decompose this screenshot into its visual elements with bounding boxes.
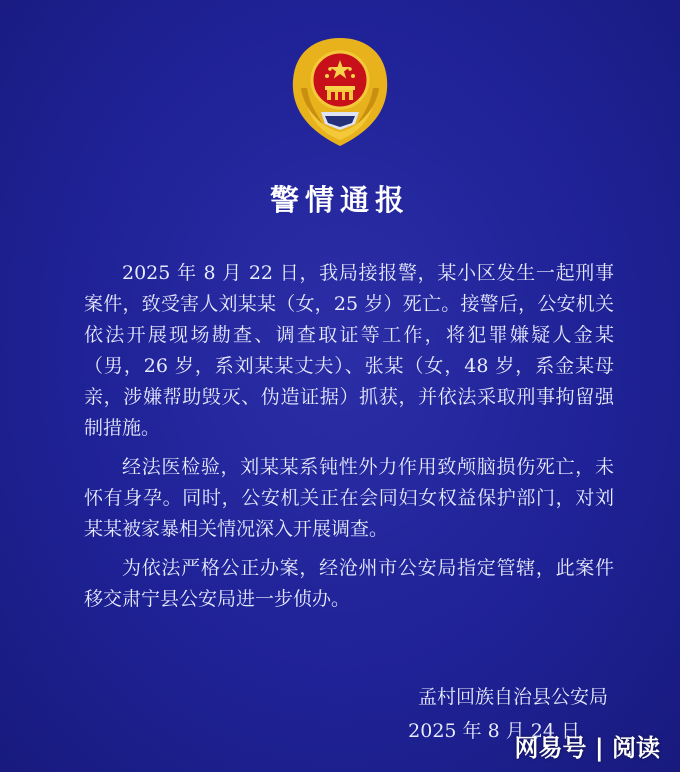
watermark-logo: 网易号 | 阅读 [514, 734, 660, 762]
notice-paragraph: 为依法严格公正办案，经沧州市公安局指定管辖，此案件移交肃宁县公安局进一步侦办。 [84, 557, 614, 610]
notice-title: 警情通报 [269, 183, 410, 217]
notice-paragraph: 2025 年 8 月 22 日，我局接报警，某小区发生一起刑事案件，致受害人刘某某（女，25 岁）死亡。接警后，公安机关依法开展现场勘查、调查取证等工作，将犯罪嫌疑人金某（男，26 岁，系刘某某丈夫）、张某（女，48 岁，系金某母亲，涉嫌帮助毁灭、伪造证据）抓获，并依法采取刑事拘留强制措施。 [84, 262, 614, 439]
signature-org: 孟村回族自治县公安局 [417, 686, 608, 708]
police-emblem-icon [287, 36, 393, 148]
notice-paragraph: 经法医检验，刘某某系钝性外力作用致颅脑损伤死亡，未怀有身孕。同时，公安机关正在会同妇女权益保护部门，对刘某某被家暴相关情况深入开展调查。 [84, 456, 614, 540]
notice-body [84, 258, 614, 615]
signature-date: 2025 年 8 月 24 日 [408, 720, 580, 742]
